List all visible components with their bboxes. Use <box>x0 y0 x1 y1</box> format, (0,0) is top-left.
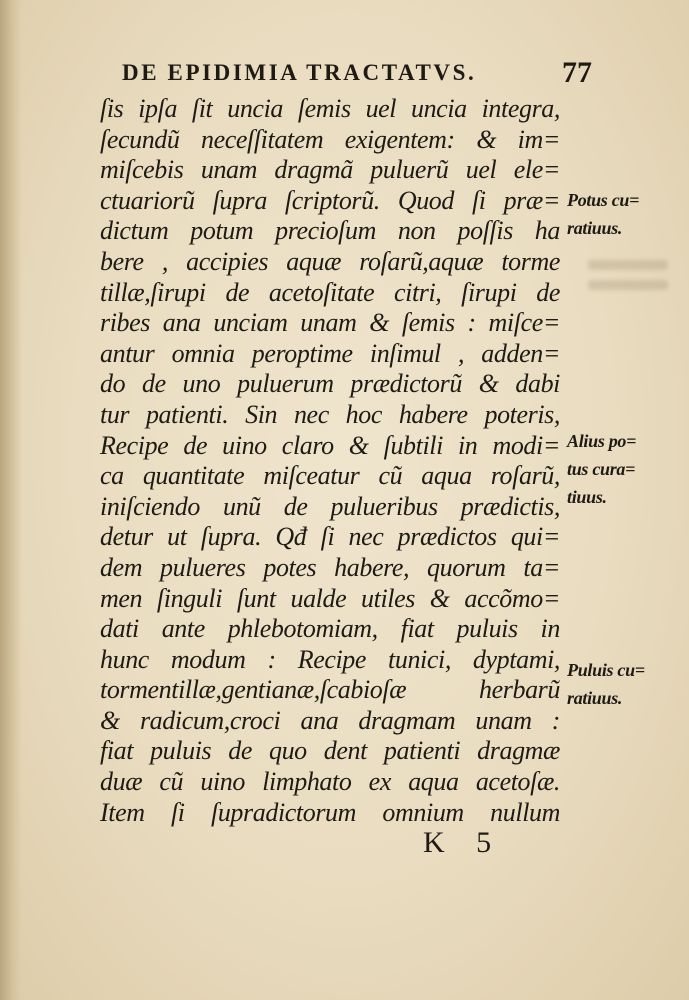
text-line: detur ut ſupra. Qđ ſi nec prædictos qui= <box>100 522 560 552</box>
text-line: & radicum,croci ana dragmam unam : <box>100 705 560 735</box>
show-through-smudge <box>588 250 668 320</box>
text-line: ſis ipſa ſit uncia ſemis uel uncia integra, <box>100 94 560 123</box>
text-line: ctuariorũ ſupra ſcriptorũ. Quod ſi præ= <box>100 185 560 215</box>
text-line: ribes ana unciam unam & ſemis : miſce= <box>100 308 560 338</box>
text-line: ca quantitate miſceatur cũ aqua roſarũ, <box>100 461 560 491</box>
text-line: dem pulueres potes habere, quorum ta= <box>100 552 560 582</box>
text-line: tur patienti. Sin nec hoc habere poteris, <box>100 399 560 429</box>
side-note-potus <box>567 186 685 242</box>
text-line: tormentillæ,gentianæ,ſcabioſæ herbarũ <box>100 675 560 705</box>
text-line: bere , accipies aquæ roſarũ,aquæ torme <box>100 246 560 276</box>
signature-mark: K 5 <box>423 826 504 859</box>
running-head-title: DE EPIDIMIA TRACTATVS. <box>122 60 477 85</box>
body-text <box>100 94 560 828</box>
page-number: 77 <box>562 56 592 89</box>
text-line: men ſinguli ſunt ualde utiles & accõmo= <box>100 583 560 613</box>
text-line: fiat puluis de quo dent patienti dragmæ <box>100 736 560 766</box>
side-note-line: Puluis cu= <box>567 660 645 680</box>
side-note-line: ratiuus. <box>567 218 623 238</box>
side-note-alius-potus <box>567 427 685 511</box>
text-line: hunc modum : Recipe tunici, dyptami, <box>100 644 560 674</box>
side-note-line: ratiuus. <box>567 688 623 708</box>
text-line: antur omnia peroptime inſimul , adden= <box>100 338 560 368</box>
running-head <box>122 58 592 92</box>
text-line: tillæ,ſirupi de acetoſitate citri, ſirupi de <box>100 277 560 307</box>
text-line: Recipe de uino claro & ſubtili in modi= <box>100 430 560 460</box>
text-line: Item ſi ſupradictorum omnium nullum <box>100 797 560 827</box>
text-line: miſcebis unam dragmã puluerũ uel ele= <box>100 155 560 185</box>
text-line: duæ cũ uino limphato ex aqua acetoſæ. <box>100 767 560 797</box>
side-note-line: Alius po= <box>567 431 637 451</box>
side-note-line: Potus cu= <box>567 190 640 210</box>
side-note-line: tus cura= <box>567 459 636 479</box>
binding-gutter <box>0 0 22 1000</box>
side-note-line: tiuus. <box>567 487 607 507</box>
text-line: iniſciendo unũ de pulueribus prædictis, <box>100 491 560 521</box>
text-line: dati ante phlebotomiam, fiat puluis in <box>100 614 560 644</box>
text-line: dictum potum precioſum non poſſis ha <box>100 216 560 246</box>
text-line: do de uno puluerum prædictorũ & dabi <box>100 369 560 399</box>
side-note-puluis <box>567 656 685 712</box>
text-line: ſecundũ neceſſitatem exigentem: & im= <box>100 124 560 154</box>
